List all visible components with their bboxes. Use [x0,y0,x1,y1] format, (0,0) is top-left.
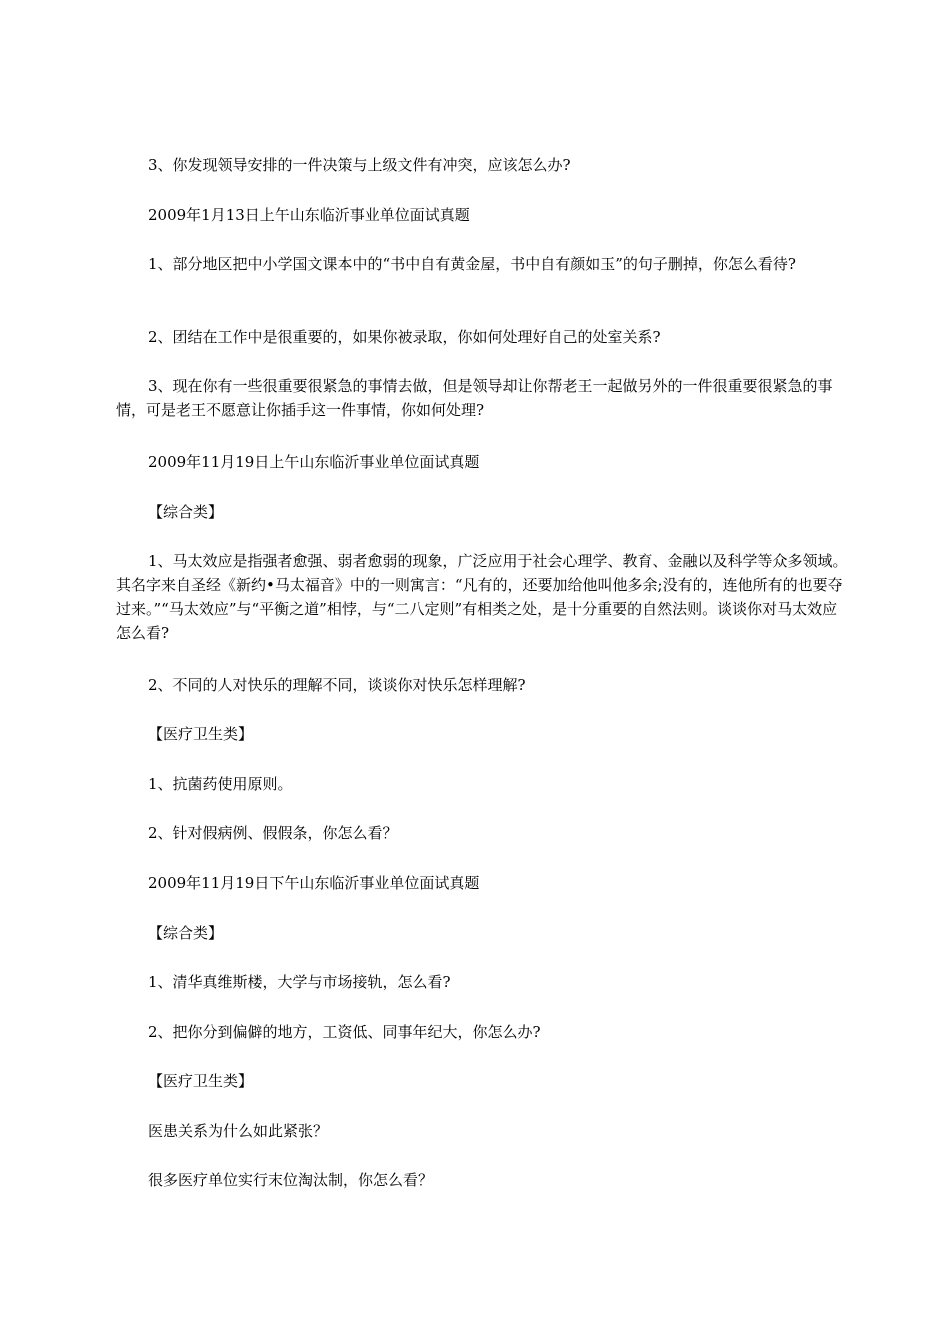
question-paragraph: 2、把你分到偏僻的地方，工资低、同事年纪大，你怎么办? [148,1023,541,1041]
section-heading: 2009年1月13日上午山东临沂事业单位面试真题 [148,206,470,224]
question-paragraph: 很多医疗单位实行末位淘汰制，你怎么看？ [148,1171,434,1189]
section-heading: 2009年11月19日上午山东临沂事业单位面试真题 [148,453,480,471]
category-label: 【医疗卫生类】 [148,1072,254,1090]
question-paragraph: 1、清华真维斯楼，大学与市场接轨，怎么看? [148,973,451,991]
question-paragraph: 3、现在你有一些很重要很紧急的事情去做，但是领导却让你帮老王一起做另外的一件很重要很紧急的事情，可是老王不愿意让你插手这一件事情，你如何处理? [116,377,833,419]
question-paragraph: 3、你发现领导安排的一件决策与上级文件有冲突，应该怎么办? [148,156,571,174]
category-label: 【综合类】 [148,924,224,942]
question-paragraph: 1、部分地区把中小学国文课本中的“书中自有黄金屋，书中自有颜如玉”的句子删掉，你怎么看待? [148,255,796,273]
question-paragraph: 2、团结在工作中是很重要的，如果你被录取，你如何处理好自己的处室关系? [148,328,661,346]
question-paragraph: 2、不同的人对快乐的理解不同，谈谈你对快乐怎样理解? [148,676,526,694]
question-paragraph: 2、针对假病例、假假条，你怎么看？ [148,824,398,842]
question-paragraph: 1、抗菌药使用原则。 [148,775,293,793]
section-heading: 2009年11月19日下午山东临沂事业单位面试真题 [148,874,480,892]
category-label: 【医疗卫生类】 [148,725,254,743]
category-label: 【综合类】 [148,503,224,521]
question-paragraph: 医患关系为什么如此紧张？ [148,1122,329,1140]
question-paragraph: 1、马太效应是指强者愈强、弱者愈弱的现象，广泛应用于社会心理学、教育、金融以及科学等众多领域。其名字来自圣经《新约•马太福音》中的一则寓言：“凡有的，还要加给他叫他多余;没有的，连他所有的也要夺过来。”“马太效应”与“平衡之道”相悖，与“二八定则”有相类之处，是十分重要的自然法则。谈谈你对马太效应怎么看? [116,552,848,642]
